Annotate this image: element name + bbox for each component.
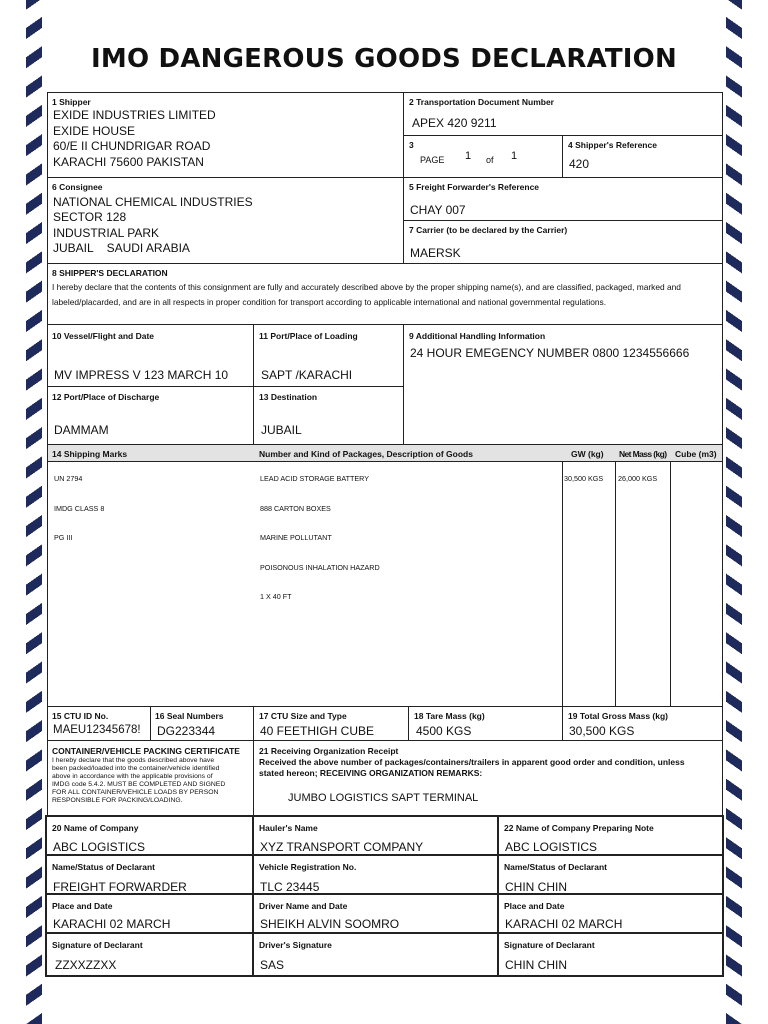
hazard-stripe-right xyxy=(726,0,742,1024)
page-box xyxy=(403,135,563,178)
cube-header: Cube (m3) xyxy=(675,449,717,459)
packing-cert-line-6: RESPONSIBLE FOR PACKING/LOADING. xyxy=(52,797,183,804)
handling-label: 9 Additional Handling Information xyxy=(409,331,546,341)
desc-line-1: LEAD ACID STORAGE BATTERY xyxy=(260,474,370,483)
declarant-signature-value: ZZXXZZXX xyxy=(55,958,117,972)
of-word: of xyxy=(486,155,494,165)
total-gross-value: 30,500 KGS xyxy=(569,724,635,738)
preparing-place-date-label: Place and Date xyxy=(504,901,565,911)
preparing-declarant-label: Name/Status of Declarant xyxy=(504,862,607,872)
shipper-line-3: 60/E II CHUNDRIGAR ROAD xyxy=(53,139,211,153)
shipper-line-4: KARACHI 75600 PAKISTAN xyxy=(53,155,204,169)
mark-class: IMDG CLASS 8 xyxy=(54,504,105,513)
signoff-divider-1 xyxy=(252,817,254,975)
ctu-size-value: 40 FEETHIGH CUBE xyxy=(260,724,375,738)
declarant-status-label: Name/Status of Declarant xyxy=(52,862,155,872)
gw-header: GW (kg) xyxy=(571,449,604,459)
company-name-label: 20 Name of Company xyxy=(52,823,139,833)
transport-doc-label: 2 Transportation Document Number xyxy=(409,97,554,107)
tare-box xyxy=(408,706,563,741)
packing-cert-line-4: IMDG code 5.4.2. MUST BE COMPLETED AND SIGNED xyxy=(52,781,226,788)
vessel-box xyxy=(47,324,254,387)
marks-header: 14 Shipping Marks xyxy=(52,449,128,459)
shipper-ref-label: 4 Shipper's Reference xyxy=(568,140,657,150)
carrier-box xyxy=(403,220,723,264)
driver-name-label: Driver Name and Date xyxy=(259,901,348,911)
hazard-stripe-left xyxy=(26,0,42,1024)
preparing-company-value: ABC LOGISTICS xyxy=(505,840,598,854)
forwarder-ref-label: 5 Freight Forwarder's Reference xyxy=(409,182,540,192)
receipt-label: 21 Receiving Organization Receipt xyxy=(259,746,399,756)
page-number: 1 xyxy=(465,150,472,162)
tare-label: 18 Tare Mass (kg) xyxy=(414,711,485,721)
seal-label: 16 Seal Numbers xyxy=(155,711,224,721)
page-title: IMO DANGEROUS GOODS DECLARATION xyxy=(91,44,677,74)
preparing-company-label: 22 Name of Company Preparing Note xyxy=(504,823,654,833)
transport-doc-value: APEX 420 9211 xyxy=(412,116,497,130)
net-divider xyxy=(615,462,616,707)
preparing-declarant-value: CHIN CHIN xyxy=(505,880,567,894)
consignee-box xyxy=(47,177,404,264)
desc-line-4: POISONOUS INHALATION HAZARD xyxy=(260,563,380,572)
carrier-label: 7 Carrier (to be declared by the Carrier) xyxy=(409,225,568,235)
vessel-label: 10 Vessel/Flight and Date xyxy=(52,331,155,341)
consignee-line-2: SECTOR 128 xyxy=(53,210,127,224)
goods-table xyxy=(47,444,723,707)
signoff-row-line-1 xyxy=(47,854,722,856)
description-header: Number and Kind of Packages, Description of Goods xyxy=(259,449,473,459)
transport-doc-box xyxy=(403,92,723,136)
seal-value: DG223344 xyxy=(157,724,216,738)
packing-cert-line-5: FOR ALL CONTAINER/VEHICLE LOADS BY PERSON xyxy=(52,789,219,796)
vehicle-reg-label: Vehicle Registration No. xyxy=(259,862,357,872)
ctu-id-value: MAEU12345678! xyxy=(53,724,141,736)
consignee-line-1: NATIONAL CHEMICAL INDUSTRIES xyxy=(53,195,253,209)
shipper-box xyxy=(47,92,404,178)
packing-cert-line-2: been packed/loaded into the container/vehicle identified xyxy=(52,765,220,772)
declarant-signature-label: Signature of Declarant xyxy=(52,940,143,950)
port-loading-label: 11 Port/Place of Loading xyxy=(259,331,358,341)
consignee-line-4: JUBAIL SAUDI ARABIA xyxy=(53,241,190,255)
total-gross-box xyxy=(562,706,723,741)
driver-signature-label: Driver's Signature xyxy=(259,940,332,950)
receipt-text-2: stated hereon; RECEIVING ORGANIZATION REMARKS: xyxy=(259,768,483,778)
vessel-value: MV IMPRESS V 123 MARCH 10 xyxy=(54,368,229,382)
declaration-text: I hereby declare that the contents of this consignment are fully and accurately described above by the proper shipping name(s), and are classified, packaged, marked and labeled/placarded, and are in all respects in proper condition for transport according to applicable international and national governmental regulations. xyxy=(52,282,681,307)
packing-cert-line-1: I hereby declare that the goods described above have xyxy=(52,757,215,764)
page-word: PAGE xyxy=(420,155,445,165)
place-date-label: Place and Date xyxy=(52,901,113,911)
forwarder-ref-box xyxy=(403,177,723,221)
packing-cert-line-3: above in accordance with the applicable provisions of xyxy=(52,773,213,780)
preparing-signature-value: CHIN CHIN xyxy=(505,958,567,972)
signoff-grid xyxy=(45,815,724,977)
port-discharge-box xyxy=(47,386,254,445)
packing-cert-label: CONTAINER/VEHICLE PACKING CERTIFICATE xyxy=(52,746,240,756)
desc-line-3: MARINE POLLUTANT xyxy=(260,533,332,542)
shipper-ref-box xyxy=(562,135,723,178)
receipt-box xyxy=(253,740,723,816)
total-gross-label: 19 Total Gross Mass (kg) xyxy=(568,711,668,721)
ctu-id-box xyxy=(47,706,151,741)
mark-un: UN 2794 xyxy=(54,474,83,483)
shipper-ref-value: 420 xyxy=(569,157,590,171)
shipper-line-1: EXIDE INDUSTRIES LIMITED xyxy=(53,108,216,122)
signoff-row-line-3 xyxy=(47,932,722,934)
gw-value: 30,500 KGS xyxy=(564,474,604,483)
port-loading-value: SAPT /KARACHI xyxy=(261,368,353,382)
ctu-size-label: 17 CTU Size and Type xyxy=(259,711,347,721)
preparing-place-date-value: KARACHI 02 MARCH xyxy=(505,917,623,931)
consignee-line-3: INDUSTRIAL PARK xyxy=(53,226,160,240)
preparing-signature-label: Signature of Declarant xyxy=(504,940,595,950)
desc-line-5: 1 X 40 FT xyxy=(260,592,292,601)
handling-value: 24 HOUR EMEGENCY NUMBER 0800 1234556666 xyxy=(410,346,690,360)
signoff-divider-2 xyxy=(497,817,499,975)
hauler-name-label: Hauler's Name xyxy=(259,823,318,833)
net-mass-header: Net Mass (kg) xyxy=(619,449,667,459)
driver-name-value: SHEIKH ALVIN SOOMRO xyxy=(260,917,400,931)
receipt-text-1: Received the above number of packages/containers/trailers in apparent good order and condition, unless xyxy=(259,757,685,767)
port-discharge-value: DAMMAM xyxy=(54,423,109,437)
handling-box xyxy=(403,324,723,445)
desc-line-2: 888 CARTON BOXES xyxy=(260,504,331,513)
packing-certificate-box xyxy=(47,740,254,816)
forwarder-ref-value: CHAY 007 xyxy=(410,203,466,217)
destination-label: 13 Destination xyxy=(259,392,318,402)
shippers-declaration-box xyxy=(47,263,723,325)
seal-box xyxy=(150,706,254,741)
tare-value: 4500 KGS xyxy=(416,724,472,738)
shipper-label: 1 Shipper xyxy=(52,97,91,107)
cube-divider xyxy=(670,462,671,707)
mark-pg: PG III xyxy=(54,533,73,542)
page-box-label: 3 xyxy=(409,140,414,150)
destination-value: JUBAIL xyxy=(261,423,302,437)
place-date-value: KARACHI 02 MARCH xyxy=(53,917,171,931)
gw-divider xyxy=(562,462,563,707)
declaration-label: 8 SHIPPER'S DECLARATION xyxy=(52,268,168,278)
vehicle-reg-value: TLC 23445 xyxy=(260,880,320,894)
destination-box xyxy=(253,386,404,445)
receipt-value: JUMBO LOGISTICS SAPT TERMINAL xyxy=(288,792,479,804)
consignee-label: 6 Consignee xyxy=(52,182,103,192)
declarant-status-value: FREIGHT FORWARDER xyxy=(53,880,187,894)
company-name-value: ABC LOGISTICS xyxy=(53,840,146,854)
page-total: 1 xyxy=(511,150,518,162)
shipper-line-2: EXIDE HOUSE xyxy=(53,124,136,138)
carrier-value: MAERSK xyxy=(410,246,461,260)
net-value: 26,000 KGS xyxy=(618,474,658,483)
ctu-size-box xyxy=(253,706,409,741)
ctu-id-label: 15 CTU ID No. xyxy=(52,711,109,721)
driver-signature-value: SAS xyxy=(260,958,285,972)
port-discharge-label: 12 Port/Place of Discharge xyxy=(52,392,160,402)
hauler-name-value: XYZ TRANSPORT COMPANY xyxy=(260,840,424,854)
port-loading-box xyxy=(253,324,404,387)
